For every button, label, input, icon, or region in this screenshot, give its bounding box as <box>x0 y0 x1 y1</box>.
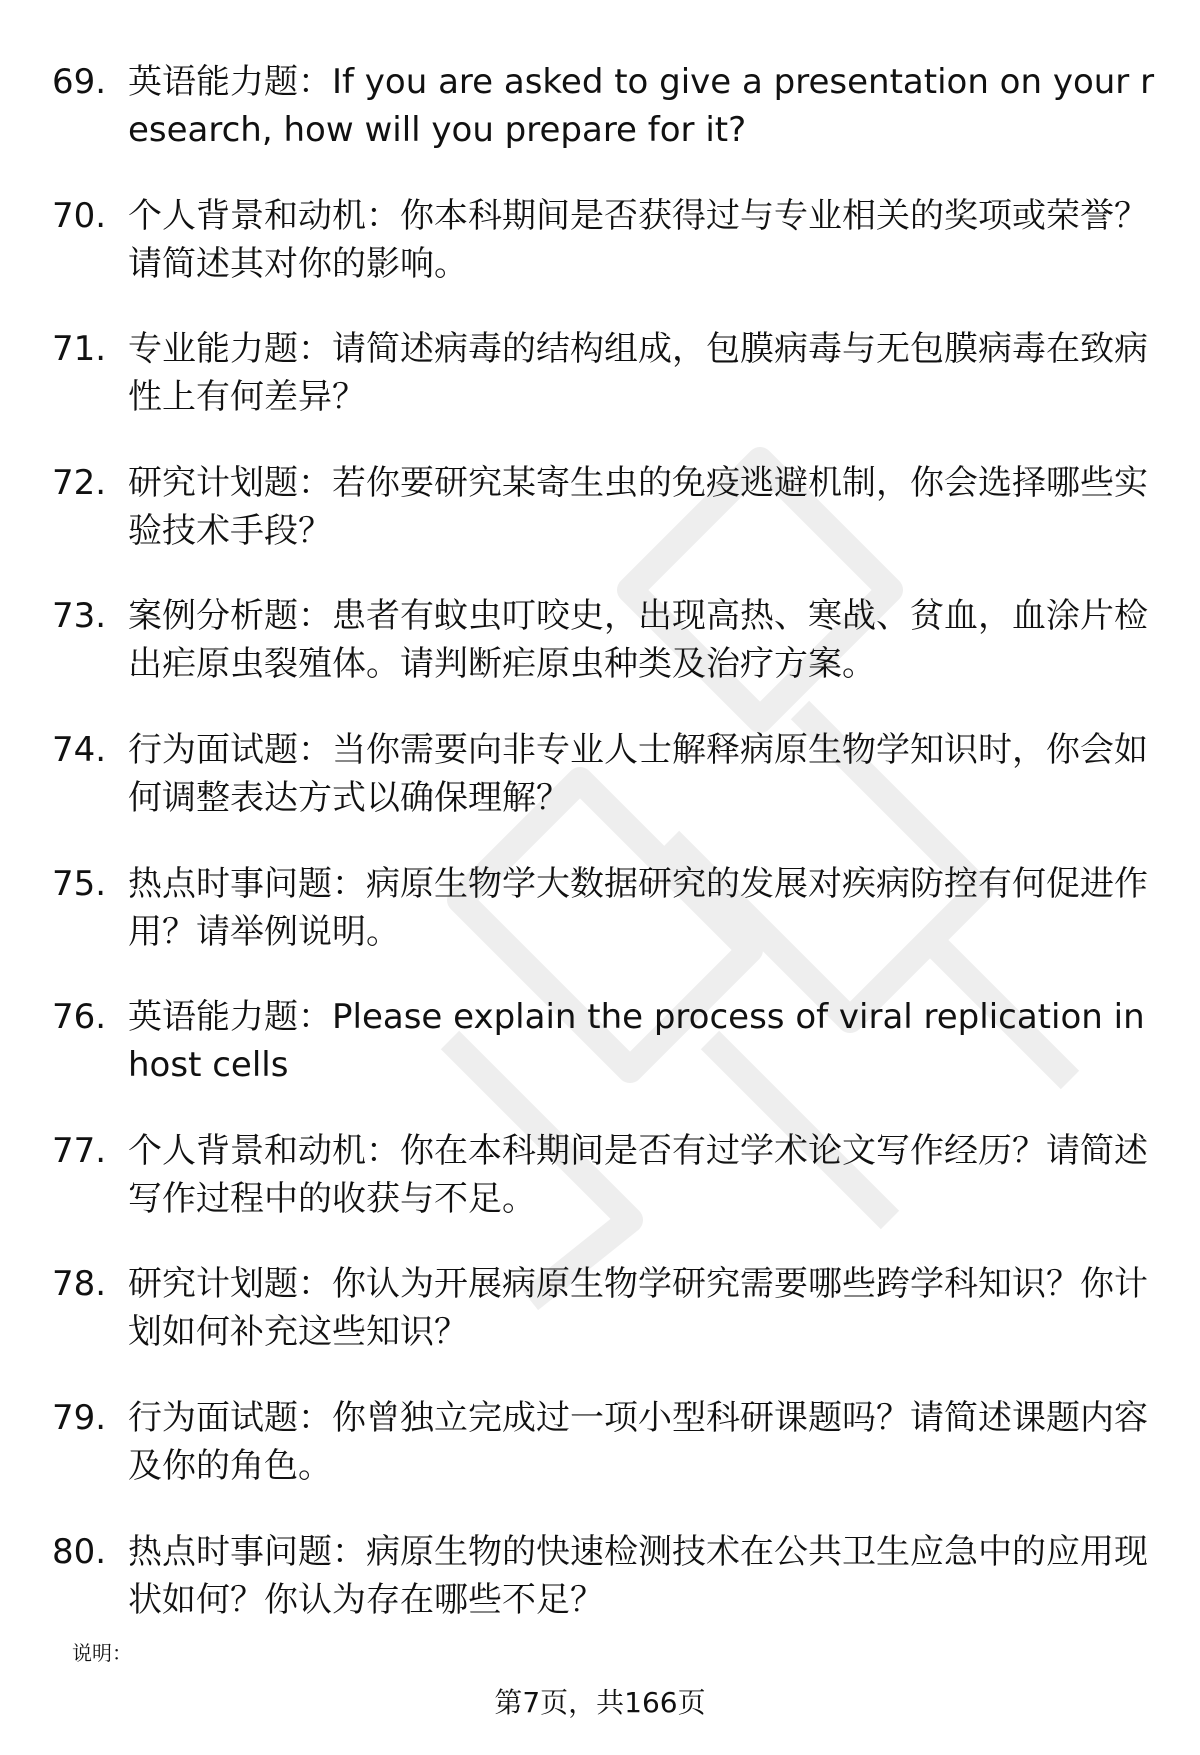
question-text: 英语能力题：Please explain the process of viral replication in host cells <box>128 997 1145 1086</box>
question-number: 72. <box>52 462 107 503</box>
question-item <box>52 459 1162 555</box>
question-number: 80. <box>52 1531 107 1572</box>
question-item <box>52 592 1162 688</box>
question-text: 案例分析题：患者有蚊虫叮咬史，出现高热、寒战、贫血，血涂片检出疟原虫裂殖体。请判断疟原虫种类及治疗方案。 <box>128 596 1148 685</box>
question-number: 79. <box>52 1397 107 1438</box>
question-item <box>52 1528 1162 1624</box>
question-number: 74. <box>52 729 107 770</box>
question-number: 75. <box>52 863 107 904</box>
note-label: 说明： <box>72 1641 132 1665</box>
question-text: 个人背景和动机：你本科期间是否获得过与专业相关的奖项或荣誉？请简述其对你的影响。 <box>128 195 1148 284</box>
question-text: 行为面试题：当你需要向非专业人士解释病原生物学知识时，你会如何调整表达方式以确保理解？ <box>128 729 1148 818</box>
question-item <box>52 993 1162 1089</box>
page-footer: 第7页，共166页 <box>494 1686 706 1719</box>
question-number: 73. <box>52 596 107 637</box>
question-number: 71. <box>52 329 107 370</box>
question-number: 76. <box>52 997 107 1038</box>
question-item <box>52 726 1162 822</box>
question-list <box>52 58 1162 1661</box>
question-text: 研究计划题：若你要研究某寄生虫的免疫逃避机制，你会选择哪些实验技术手段？ <box>128 462 1148 551</box>
question-text: 专业能力题：请简述病毒的结构组成，包膜病毒与无包膜病毒在致病性上有何差异？ <box>128 329 1148 418</box>
question-text: 个人背景和动机：你在本科期间是否有过学术论文写作经历？请简述写作过程中的收获与不足。 <box>128 1130 1148 1219</box>
question-item <box>52 1260 1162 1356</box>
question-number: 78. <box>52 1264 107 1305</box>
question-text: 研究计划题：你认为开展病原生物学研究需要哪些跨学科知识？你计划如何补充这些知识？ <box>128 1264 1148 1353</box>
question-number: 77. <box>52 1130 107 1171</box>
question-text: 热点时事问题：病原生物学大数据研究的发展对疾病防控有何促进作用？请举例说明。 <box>128 863 1148 952</box>
question-text: 热点时事问题：病原生物的快速检测技术在公共卫生应急中的应用现状如何？你认为存在哪些不足？ <box>128 1531 1148 1620</box>
question-item <box>52 192 1162 288</box>
question-item <box>52 325 1162 421</box>
question-item <box>52 58 1162 154</box>
question-number: 69. <box>52 62 107 102</box>
question-text: 英语能力题：If you are asked to give a presentation on your research, how will you prepare for it? <box>128 62 1155 150</box>
question-text: 行为面试题：你曾独立完成过一项小型科研课题吗？请简述课题内容及你的角色。 <box>128 1397 1148 1486</box>
question-item <box>52 1394 1162 1490</box>
question-item <box>52 1127 1162 1223</box>
question-item <box>52 860 1162 956</box>
question-number: 70. <box>52 195 107 236</box>
